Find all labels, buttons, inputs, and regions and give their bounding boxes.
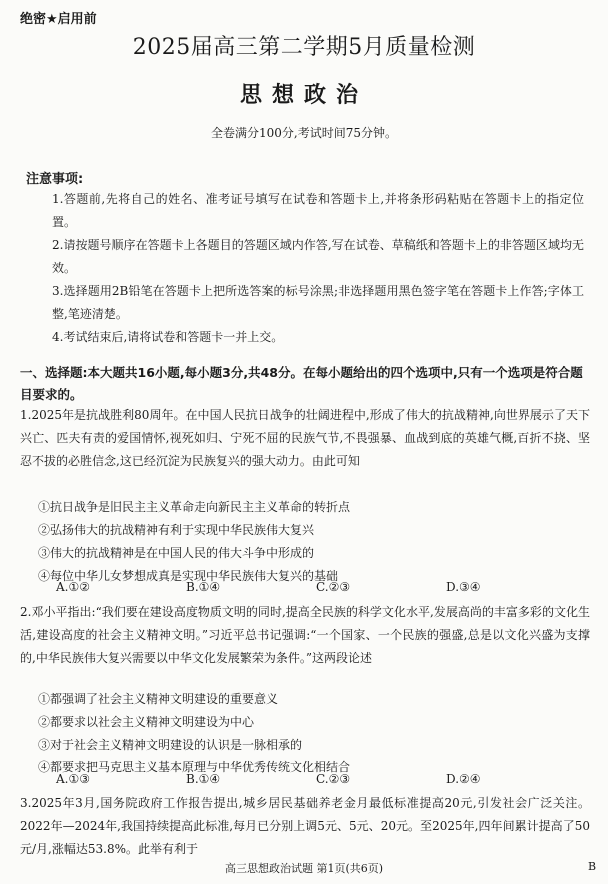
confidential-mark: 绝密★启用前	[20, 12, 97, 27]
question-1-choices	[56, 580, 576, 594]
question-1-option: ①抗日战争是旧民主主义革命走向新民主主义革命的转折点	[38, 500, 351, 514]
question-2-option: ④都要求把马克思主义基本原理与中华优秀传统文化相结合	[38, 760, 351, 774]
choice-c[interactable]: C.②③	[316, 772, 351, 786]
question-2-option: ③对于社会主义精神文明建设的认识是一脉相承的	[38, 738, 303, 752]
subject-title: 思想政治	[239, 83, 368, 108]
question-1-option: ④每位中华儿女梦想成真是实现中华民族伟大复兴的基础	[38, 569, 339, 583]
question-1-option: ③伟大的抗战精神是在中国人民的伟大斗争中形成的	[38, 546, 315, 560]
notes-heading: 注意事项:	[26, 172, 84, 187]
choice-d[interactable]: D.③④	[446, 580, 481, 594]
version-mark: B	[588, 860, 597, 873]
choice-a[interactable]: A.①③	[56, 772, 90, 786]
question-1-stem: 1.2025年是抗战胜利80周年。在中国人民抗日战争的壮阔进程中,形成了伟大的抗战精神,向世界展示了天下兴亡、匹夫有责的爱国情怀,视死如归、宁死不屈的民族气节,不畏强暴、血战到底的英雄气概,百折不挠、坚忍不拔的必胜信念,这已经沉淀为民族复兴的强大动力。由此可知	[20, 408, 590, 468]
choice-b[interactable]: B.①④	[186, 580, 221, 594]
question-2-choices	[56, 772, 576, 786]
note-item: 1.答题前,先将自己的姓名、准考证号填写在试卷和答题卡上,并将条形码粘贴在答题卡上的指定位置。	[52, 192, 584, 229]
exam-title: 2025届高三第二学期5月质量检测	[132, 35, 476, 60]
choice-d[interactable]: D.②④	[446, 772, 481, 786]
question-3-stem: 3.2025年3月,国务院政府工作报告提出,城乡居民基础养老金月最低标准提高20元,引发社会广泛关注。2022年—2024年,我国持续提高此标准,每月已分别上调5元、5元、20元。至2025年,四年间累计提高了50元/月,涨幅达53.8%。此举有利于	[20, 796, 590, 856]
page-footer: 高三思想政治试题 第1页(共6页)	[224, 862, 384, 875]
section-title: 一、选择题:本大题共16小题,每小题3分,共48分。在每小题给出的四个选项中,只有一个选项是符合题目要求的。	[20, 365, 583, 402]
note-item: 4.考试结束后,请将试卷和答题卡一并上交。	[52, 330, 284, 344]
question-1-option: ②弘扬伟大的抗战精神有利于实现中华民族伟大复兴	[38, 523, 315, 537]
question-2-option: ②都要求以社会主义精神文明建设为中心	[38, 715, 255, 729]
note-item: 2.请按题号顺序在答题卡上各题目的答题区域内作答,写在试卷、草稿纸和答题卡上的非答题区域均无效。	[52, 238, 584, 275]
score-time-line: 全卷满分100分,考试时间75分钟。	[211, 126, 397, 140]
choice-a[interactable]: A.①②	[56, 580, 90, 594]
question-2-option: ①都强调了社会主义精神文明建设的重要意义	[38, 692, 279, 706]
choice-b[interactable]: B.①④	[186, 772, 221, 786]
note-item: 3.选择题用2B铅笔在答题卡上把所选答案的标号涂黑;非选择题用黑色签字笔在答题卡上作答;字体工整,笔迹清楚。	[52, 284, 584, 321]
question-2-stem: 2.邓小平指出:“我们要在建设高度物质文明的同时,提高全民族的科学文化水平,发展高尚的丰富多彩的文化生活,建设高度的社会主义精神文明。”习近平总书记强调:“一个国家、一个民族的强盛,总是以文化兴盛为支撑的,中华民族伟大复兴需要以中华文化发展繁荣为条件。”这两段论述	[20, 605, 590, 665]
choice-c[interactable]: C.②③	[316, 580, 351, 594]
